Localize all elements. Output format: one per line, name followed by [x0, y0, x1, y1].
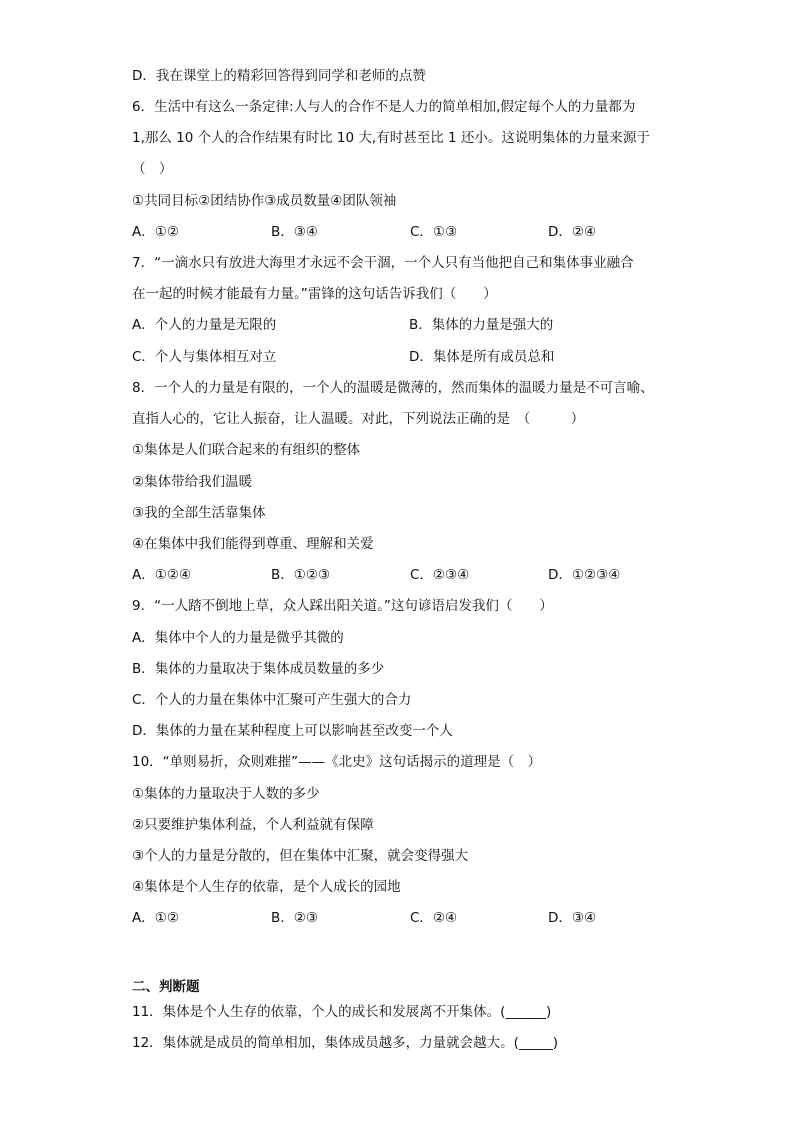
q10-statement-3: ③个人的力量是分散的，但在集体中汇聚，就会变得强大 [132, 848, 469, 864]
q6-stem-line-1: 6．生活中有这么一条定律:人与人的合作不是人力的简单相加,假定每个人的力量都为 [132, 99, 636, 115]
q7-stem-line-2: 在一起的时候才能最有力量。”雷锋的这句话告诉我们（ ） [132, 286, 497, 302]
q9-option-b[interactable]: B．集体的力量取决于集体成员数量的多少 [132, 661, 385, 677]
q8-option-a[interactable]: A．①②④ [132, 567, 192, 583]
q10-statement-2: ②只要维护集体利益，个人利益就有保障 [132, 817, 374, 833]
q7-option-b[interactable]: B．集体的力量是强大的 [409, 317, 554, 333]
q7-stem-line-1: 7．“一滴水只有放进大海里才永远不会干涸，一个人只有当他把自己和集体事业融合 [132, 255, 634, 271]
q5-option-d: D．我在课堂上的精彩回答得到同学和老师的点赞 [132, 68, 426, 84]
q6-statements: ①共同目标②团结协作③成员数量④团队领袖 [132, 193, 397, 209]
q6-stem-line-2: 1,那么 10 个人的合作结果有时比 10 大,有时甚至比 1 还小。这说明集体的力量来源于 [132, 130, 650, 146]
q7-option-d[interactable]: D．集体是所有成员总和 [409, 349, 555, 365]
q6-option-c[interactable]: C．①③ [410, 224, 458, 240]
q10-statement-1: ①集体的力量取决于人数的多少 [132, 786, 320, 802]
q8-statement-2: ②集体带给我们温暖 [132, 474, 253, 490]
q6-option-b[interactable]: B．③④ [271, 224, 318, 240]
q7-option-a[interactable]: A．个人的力量是无限的 [132, 317, 277, 333]
q10-statement-4: ④集体是个人生存的依靠，是个人成长的园地 [132, 879, 401, 895]
q6-option-d[interactable]: D．②④ [548, 224, 597, 240]
q6-stem-line-3: （ ） [132, 161, 173, 177]
q9-stem: 9．“一人踏不倒地上草，众人踩出阳关道。”这句谚语启发我们（ ） [132, 598, 553, 614]
q12-statement[interactable]: 12．集体就是成员的简单相加，集体成员越多，力量就会越大。(_____) [132, 1035, 558, 1051]
q8-stem-line-2: 直指人心的，它让人振奋，让人温暖。对此，下列说法正确的是 （ ） [132, 411, 585, 427]
q8-option-b[interactable]: B．①②③ [271, 567, 331, 583]
q8-statement-4: ④在集体中我们能得到尊重、理解和关爱 [132, 536, 374, 552]
section-heading-true-false: 二、判断题 [132, 979, 200, 995]
q9-option-d[interactable]: D．集体的力量在某种程度上可以影响甚至改变一个人 [132, 723, 453, 739]
q8-option-c[interactable]: C．②③④ [410, 567, 470, 583]
q10-stem: 10．“单则易折，众则难摧”——《北史》这句话揭示的道理是（ ） [132, 754, 542, 770]
q11-statement[interactable]: 11．集体是个人生存的依靠，个人的成长和发展离不开集体。(______) [132, 1004, 552, 1020]
q10-option-d[interactable]: D．③④ [548, 910, 597, 926]
q6-option-a[interactable]: A．①② [132, 224, 179, 240]
q7-option-c[interactable]: C．个人与集体相互对立 [132, 349, 277, 365]
q10-option-a[interactable]: A．①② [132, 910, 179, 926]
q8-statement-1: ①集体是人们联合起来的有组织的整体 [132, 442, 361, 458]
q9-option-c[interactable]: C．个人的力量在集体中汇聚可产生强大的合力 [132, 692, 412, 708]
q10-option-c[interactable]: C．②④ [410, 910, 458, 926]
q8-statement-3: ③我的全部生活靠集体 [132, 505, 266, 521]
q8-stem-line-1: 8．一个人的力量是有限的，一个人的温暖是微薄的，然而集体的温暖力量是不可言喻、 [132, 380, 654, 396]
q9-option-a[interactable]: A．集体中个人的力量是微乎其微的 [132, 630, 344, 646]
q8-option-d[interactable]: D．①②③④ [548, 567, 621, 583]
q10-option-b[interactable]: B．②③ [271, 910, 318, 926]
